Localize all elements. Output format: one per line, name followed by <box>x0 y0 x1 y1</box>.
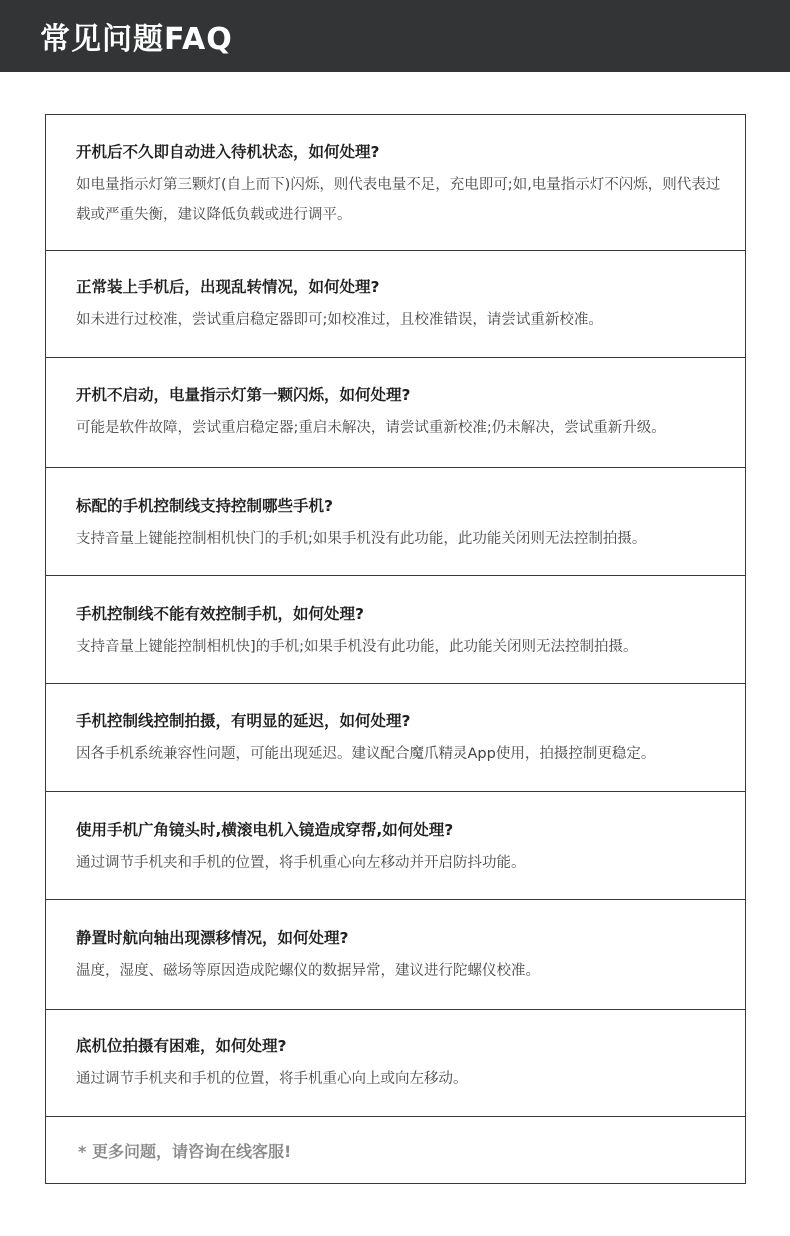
faq-answer: 通过调节手机夹和手机的位置，将手机重心向上或向左移动。 <box>76 1071 468 1087</box>
faq-item <box>46 358 745 468</box>
faq-answer: 支持音量上键能控制相机快门的手机;如果手机没有此功能，此功能关闭则无法控制拍摄。 <box>76 531 647 547</box>
faq-answer: 支持音量上键能控制相机快]的手机;如果手机没有此功能，此功能关闭则无法控制拍摄。 <box>76 639 638 655</box>
page-header <box>0 0 790 72</box>
faq-question: 静置时航向轴出现漂移情况，如何处理? <box>76 929 349 947</box>
faq-answer: 如未进行过校准，尝试重启稳定器即可;如校准过，且校准错误，请尝试重新校准。 <box>76 312 603 328</box>
faq-answer: 可能是软件故障，尝试重启稳定器;重启未解决，请尝试重新校准;仍未解决，尝试重新升级。 <box>76 420 666 436</box>
faq-answer: 如电量指示灯第三颗灯(自上而下)闪烁，则代表电量不足，充电即可;如,电量指示灯不闪烁，则代表过载或严重失衡，建议降低负载或进行调平。 <box>76 177 721 223</box>
faq-question: 开机后不久即自动进入待机状态，如何处理? <box>76 143 380 161</box>
faq-footer-note: * 更多问题，请咨询在线客服! <box>78 1141 292 1161</box>
faq-item <box>46 251 745 358</box>
faq-question: 标配的手机控制线支持控制哪些手机? <box>76 497 333 515</box>
faq-item <box>46 900 745 1010</box>
faq-question: 手机控制线控制拍摄，有明显的延迟，如何处理? <box>76 712 411 730</box>
faq-item <box>46 468 745 576</box>
faq-item <box>46 115 745 251</box>
faq-answer: 温度，湿度、磁场等原因造成陀螺仪的数据异常，建议进行陀螺仪校准。 <box>76 963 540 979</box>
faq-question: 底机位拍摄有困难，如何处理? <box>76 1037 287 1055</box>
faq-question: 使用手机广角镜头时,横滚电机入镜造成穿帮,如何处理? <box>76 821 454 839</box>
faq-item <box>46 792 745 900</box>
faq-answer: 因各手机系统兼容性问题，可能出现延迟。建议配合魔爪精灵App使用，拍摄控制更稳定。 <box>76 746 656 762</box>
faq-item <box>46 1010 745 1117</box>
faq-question: 手机控制线不能有效控制手机，如何处理? <box>76 605 364 623</box>
faq-answer: 通过调节手机夹和手机的位置，将手机重心向左移动并开启防抖功能。 <box>76 855 526 871</box>
faq-list <box>45 114 746 1184</box>
faq-question: 开机不启动，电量指示灯第一颗闪烁，如何处理? <box>76 386 411 404</box>
faq-item <box>46 684 745 792</box>
faq-item <box>46 576 745 684</box>
faq-question: 正常装上手机后，出现乱转情况，如何处理? <box>76 278 380 296</box>
page-title: 常见问题FAQ <box>40 22 233 57</box>
